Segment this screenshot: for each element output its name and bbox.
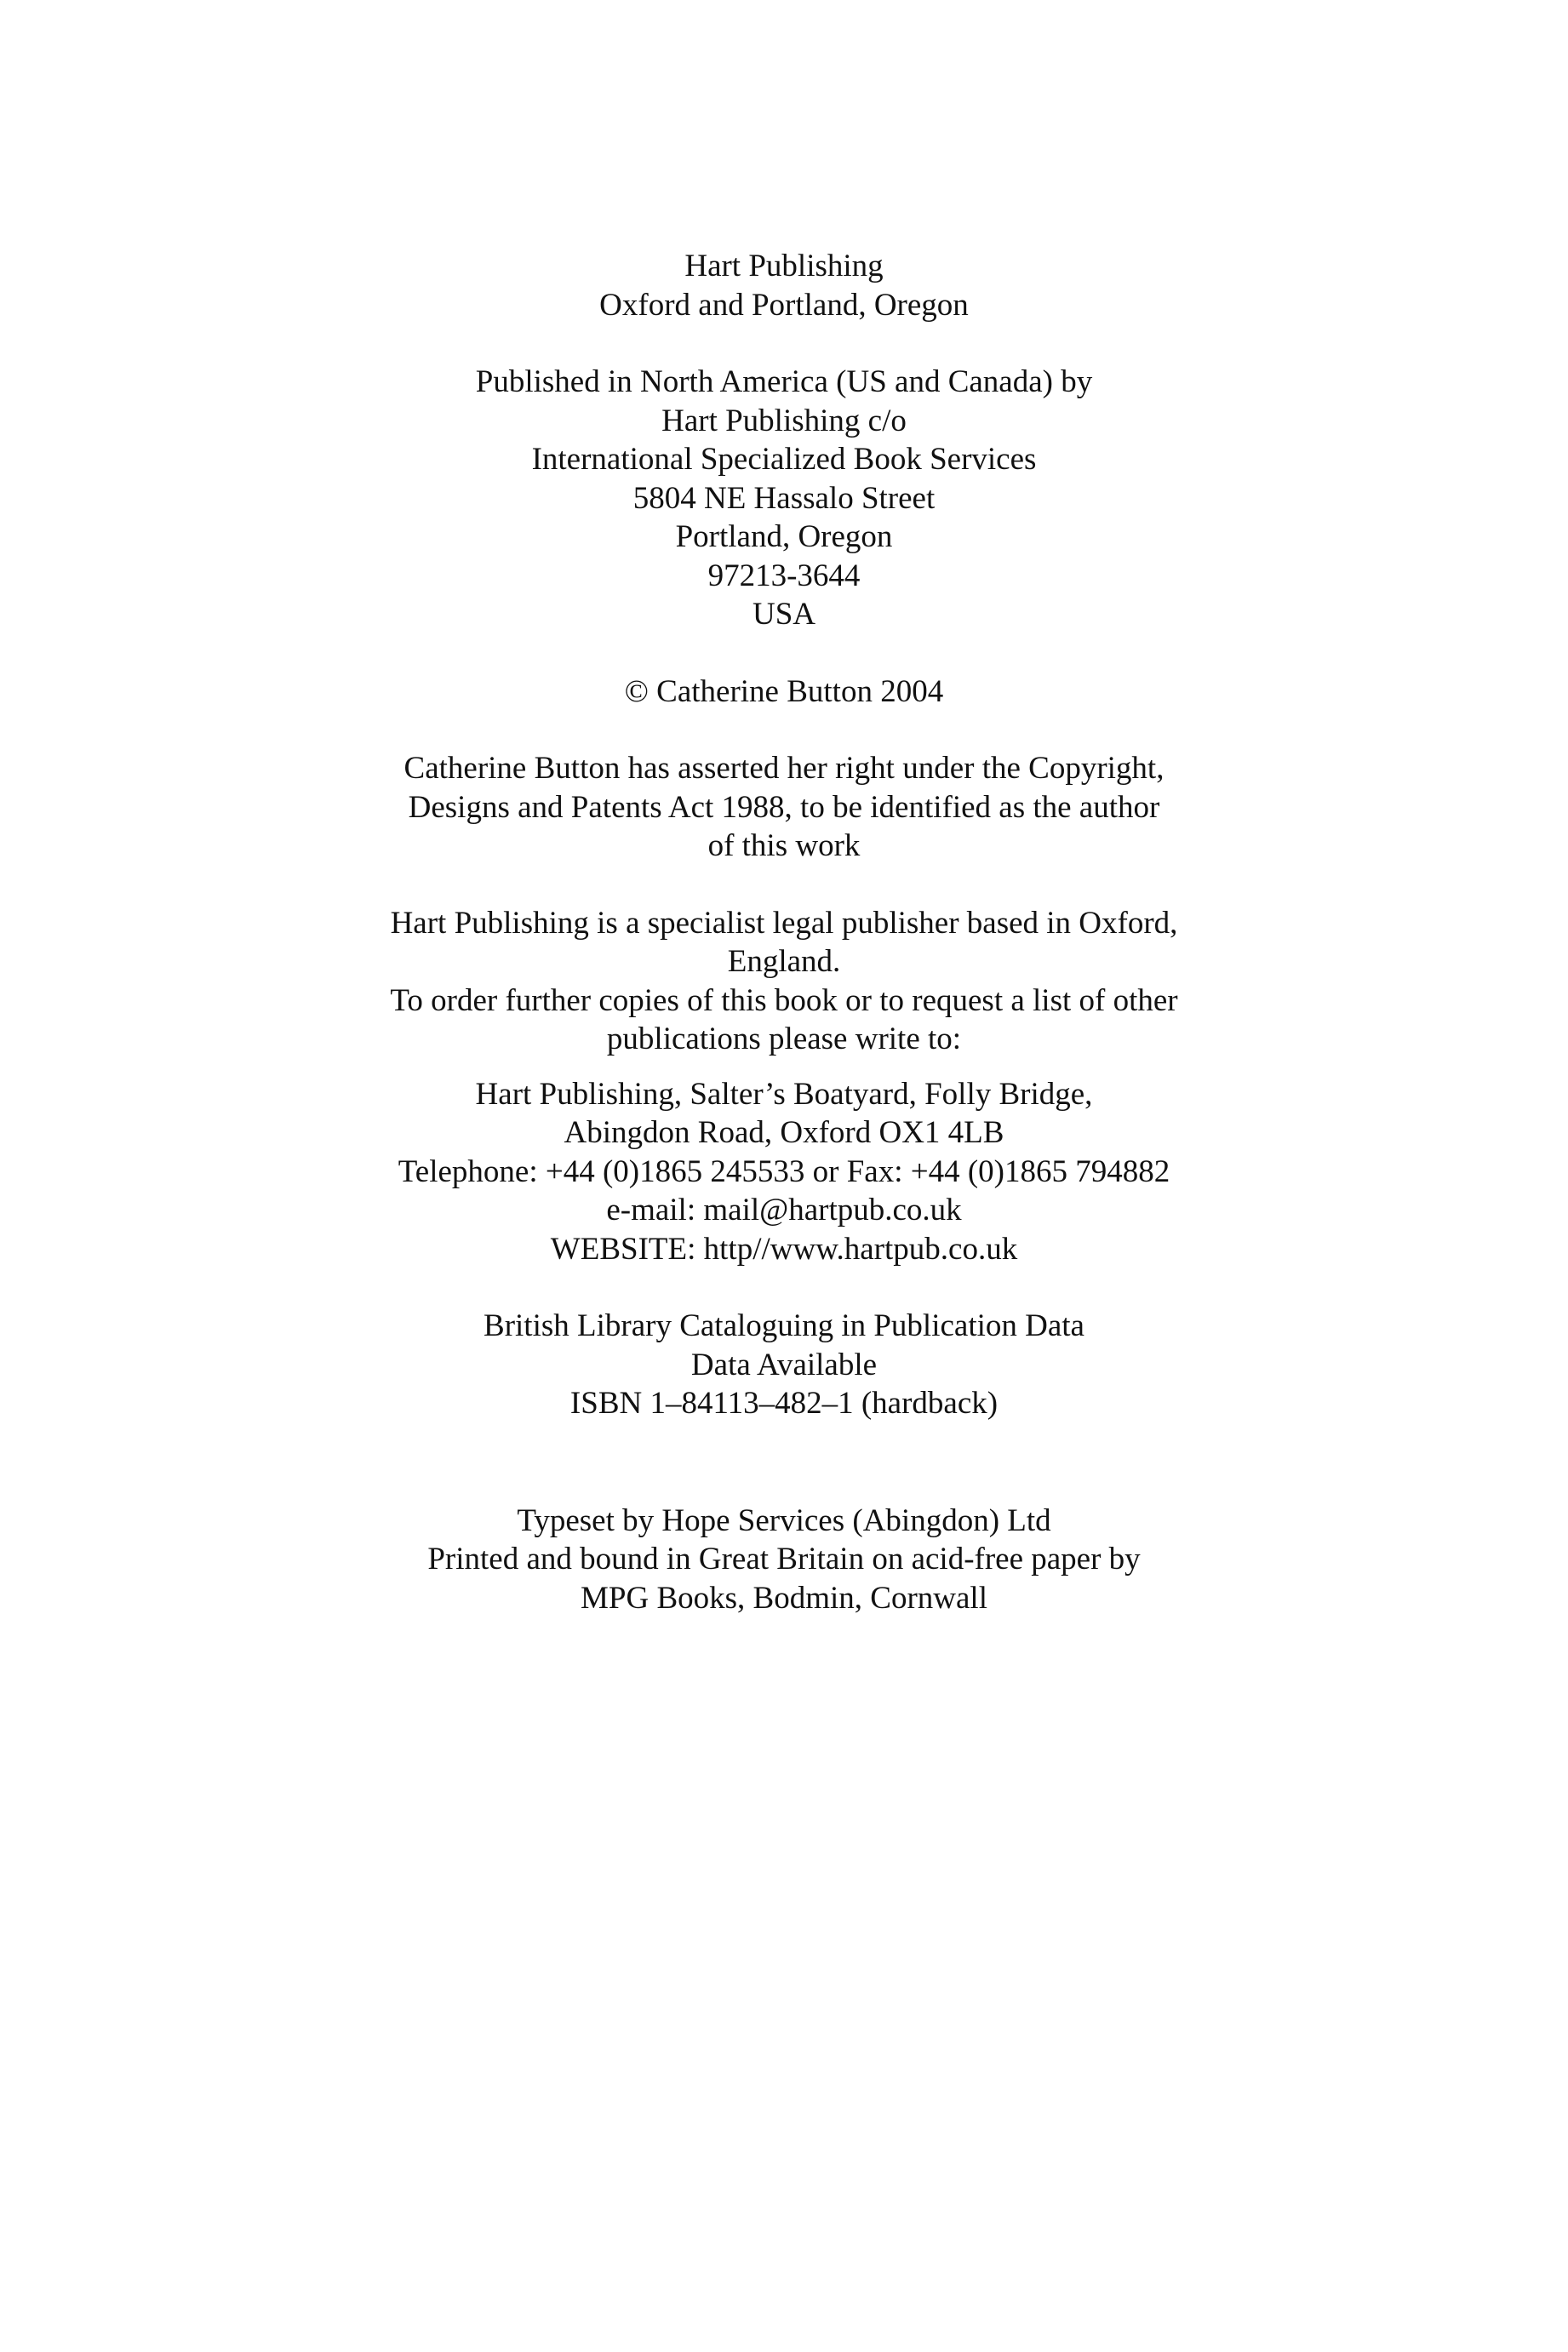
printer-block [0,1502,1568,1618]
moral-rights-line-2: Designs and Patents Act 1988, to be identified as the author [408,789,1160,825]
na-country: USA [752,597,816,632]
isbn: ISBN 1–84113–482–1 (hardback) [569,1386,999,1421]
na-zip: 97213-3644 [707,558,861,593]
cataloguing-title: British Library Cataloguing in Publication Data [484,1308,1084,1343]
moral-rights-line-3: of this work [707,828,861,863]
na-publisher-care-of: Hart Publishing c/o [661,403,907,438]
contact-phone-fax: Telephone: +44 (0)1865 245533 or Fax: +44 (0)1865 794882 [398,1153,1170,1189]
moral-rights-line-1: Catherine Button has asserted her right under the Copyright, [403,751,1165,786]
about-line-1: Hart Publishing is a specialist legal publisher based in Oxford, [390,905,1178,941]
publisher-location: Oxford and Portland, Oregon [599,287,969,323]
contact-block [0,1075,1568,1269]
na-published-by: Published in North America (US and Canada) by [475,364,1093,399]
copyright-page [0,247,1568,1617]
moral-rights-block [0,749,1568,866]
publisher-block [0,247,1568,324]
copyright-block [0,672,1568,712]
typesetter: Typeset by Hope Services (Abingdon) Ltd [517,1502,1051,1538]
cataloguing-block [0,1307,1568,1423]
about-publisher-block [0,904,1568,1059]
na-distributor: International Specialized Book Services [531,442,1037,477]
printer-line-2: MPG Books, Bodmin, Cornwall [581,1580,987,1616]
about-line-4: publications please write to: [606,1021,962,1056]
publisher-name: Hart Publishing [684,249,884,283]
cataloguing-availability: Data Available [690,1347,878,1382]
contact-website: WEBSITE: http//www.hartpub.co.uk [550,1231,1018,1267]
copyright-notice: © Catherine Button 2004 [624,673,944,709]
contact-address-1: Hart Publishing, Salter’s Boatyard, Folly Bridge, [475,1076,1093,1112]
about-line-3: To order further copies of this book or to request a list of other [390,982,1178,1018]
north-america-block [0,363,1568,634]
na-street: 5804 NE Hassalo Street [632,480,936,516]
contact-address-2: Abingdon Road, Oxford OX1 4LB [564,1115,1004,1150]
printer-line-1: Printed and bound in Great Britain on acid-free paper by [427,1542,1141,1577]
contact-email: e-mail: mail@hartpub.co.uk [606,1193,962,1228]
about-line-2: England. [727,944,841,979]
na-city: Portland, Oregon [675,519,893,554]
